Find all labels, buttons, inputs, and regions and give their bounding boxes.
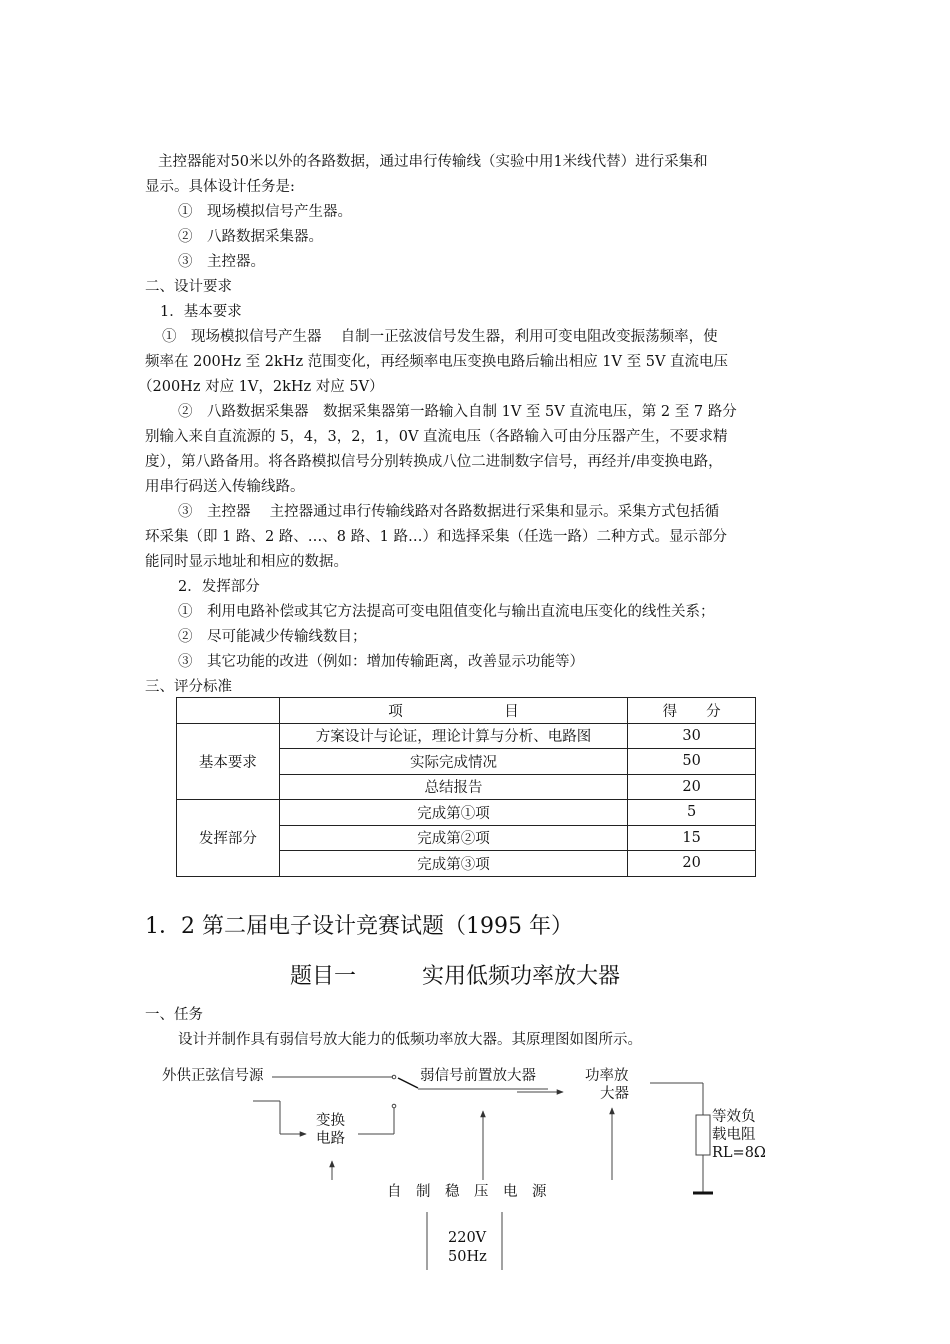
converter-label-2: 电路 [316, 1131, 345, 1147]
row-item: 完成第②项 [279, 825, 627, 851]
row-score: 20 [628, 774, 756, 800]
power-amp-label-2: 大器 [600, 1086, 629, 1102]
mains-voltage-label: 220V [448, 1230, 487, 1246]
extension-title: 2．发挥部分 [178, 579, 260, 595]
group-name: 基本要求 [177, 723, 280, 800]
signal-source-label: 外供正弦信号源 [162, 1068, 264, 1084]
section-2-title: 二、设计要求 [145, 279, 232, 295]
req-2-line-1: ② 八路数据采集器 数据采集器第一路输入自制 1V 至 5V 直流电压，第 2 至 7 路分 [178, 404, 737, 420]
row-score: 30 [628, 723, 756, 749]
section-3-title: 三、评分标准 [145, 679, 232, 695]
switch-blade [398, 1078, 418, 1088]
power-amp-label-1: 功率放 [585, 1068, 629, 1084]
load-label-1: 等效负 [712, 1109, 756, 1125]
ext-item-3: ③ 其它功能的改进（例如：增加传输距离，改善显示功能等） [178, 654, 584, 670]
req-2-line-4: 用串行码送入传输线路。 [145, 479, 305, 495]
switch-contact-b [392, 1104, 396, 1108]
req-1-line-1: ① 现场模拟信号产生器 自制一正弦波信号发生器，利用可变电阻改变振荡频率，使 [162, 329, 718, 345]
req-1-line-3: （200Hz 对应 1V，2kHz 对应 5V） [138, 379, 384, 395]
req-2-line-2: 别输入来自直流源的 5，4，3，2，1，0V 直流电压（各路输入可由分压器产生，不要求精 [145, 429, 728, 445]
row-score: 20 [628, 851, 756, 877]
req-2-line-3: 度），第八路备用。将各路模拟信号分别转换成八位二进制数字信号，再经并/串变换电路， [145, 454, 723, 470]
group-name: 发挥部分 [177, 800, 280, 877]
table-header-item: 项 目 [279, 698, 627, 724]
req-3-line-1: ③ 主控器 主控器通过串行传输线路对各路数据进行采集和显示。采集方式包括循 [178, 504, 720, 520]
req-1-line-2: 频率在 200Hz 至 2kHz 范围变化，再经频率电压变换电路后输出相应 1V 至 5V 直流电压 [145, 354, 729, 370]
intro-line-1: 主控器能对50米以外的各路数据，通过串行传输线（实验中用1米线代替）进行采集和 [158, 154, 708, 170]
req-3-line-2: 环采集（即 1 路、2 路、…、8 路、1 路…）和选择采集（任选一路）二种方式。显示部分 [145, 529, 727, 545]
task-item-2: ② 八路数据采集器。 [178, 229, 323, 245]
task-description: 设计并制作具有弱信号放大能力的低频功率放大器。其原理图如图所示。 [178, 1032, 642, 1048]
chapter-heading: 1．2 第二届电子设计竞赛试题（1995 年） [145, 914, 573, 939]
req-3-line-3: 能同时显示地址和相应的数据。 [145, 554, 348, 570]
row-item: 总结报告 [279, 774, 627, 800]
mains-frequency-label: 50Hz [448, 1249, 487, 1265]
task-section-title: 一、任务 [145, 1007, 203, 1023]
basic-requirements-title: 1．基本要求 [160, 304, 242, 320]
ext-item-2: ② 尽可能减少传输线数目； [178, 629, 367, 645]
task-item-1: ① 现场模拟信号产生器。 [178, 204, 352, 220]
preamp-label: 弱信号前置放大器 [420, 1068, 536, 1084]
row-score: 15 [628, 825, 756, 851]
row-item: 方案设计与论证，理论计算与分析、电路图 [279, 723, 627, 749]
row-item: 实际完成情况 [279, 749, 627, 775]
task-item-3: ③ 主控器。 [178, 254, 265, 270]
row-score: 50 [628, 749, 756, 775]
load-resistor-icon [696, 1115, 710, 1155]
load-label-3: RL=8Ω [712, 1145, 766, 1161]
table-header-score: 得 分 [628, 698, 756, 724]
ext-item-1: ① 利用电路补偿或其它方法提高可变电阻值变化与输出直流电压变化的线性关系； [178, 604, 715, 620]
load-label-2: 载电阻 [712, 1127, 756, 1143]
row-score: 5 [628, 800, 756, 826]
converter-label-1: 变换 [316, 1113, 345, 1129]
power-supply-label: 自 制 稳 压 电 源 [387, 1184, 547, 1200]
row-item: 完成第①项 [279, 800, 627, 826]
row-item: 完成第③项 [279, 851, 627, 877]
intro-line-2: 显示。具体设计任务是: [145, 179, 295, 195]
problem-title: 题目一 实用低频功率放大器 [290, 964, 621, 989]
